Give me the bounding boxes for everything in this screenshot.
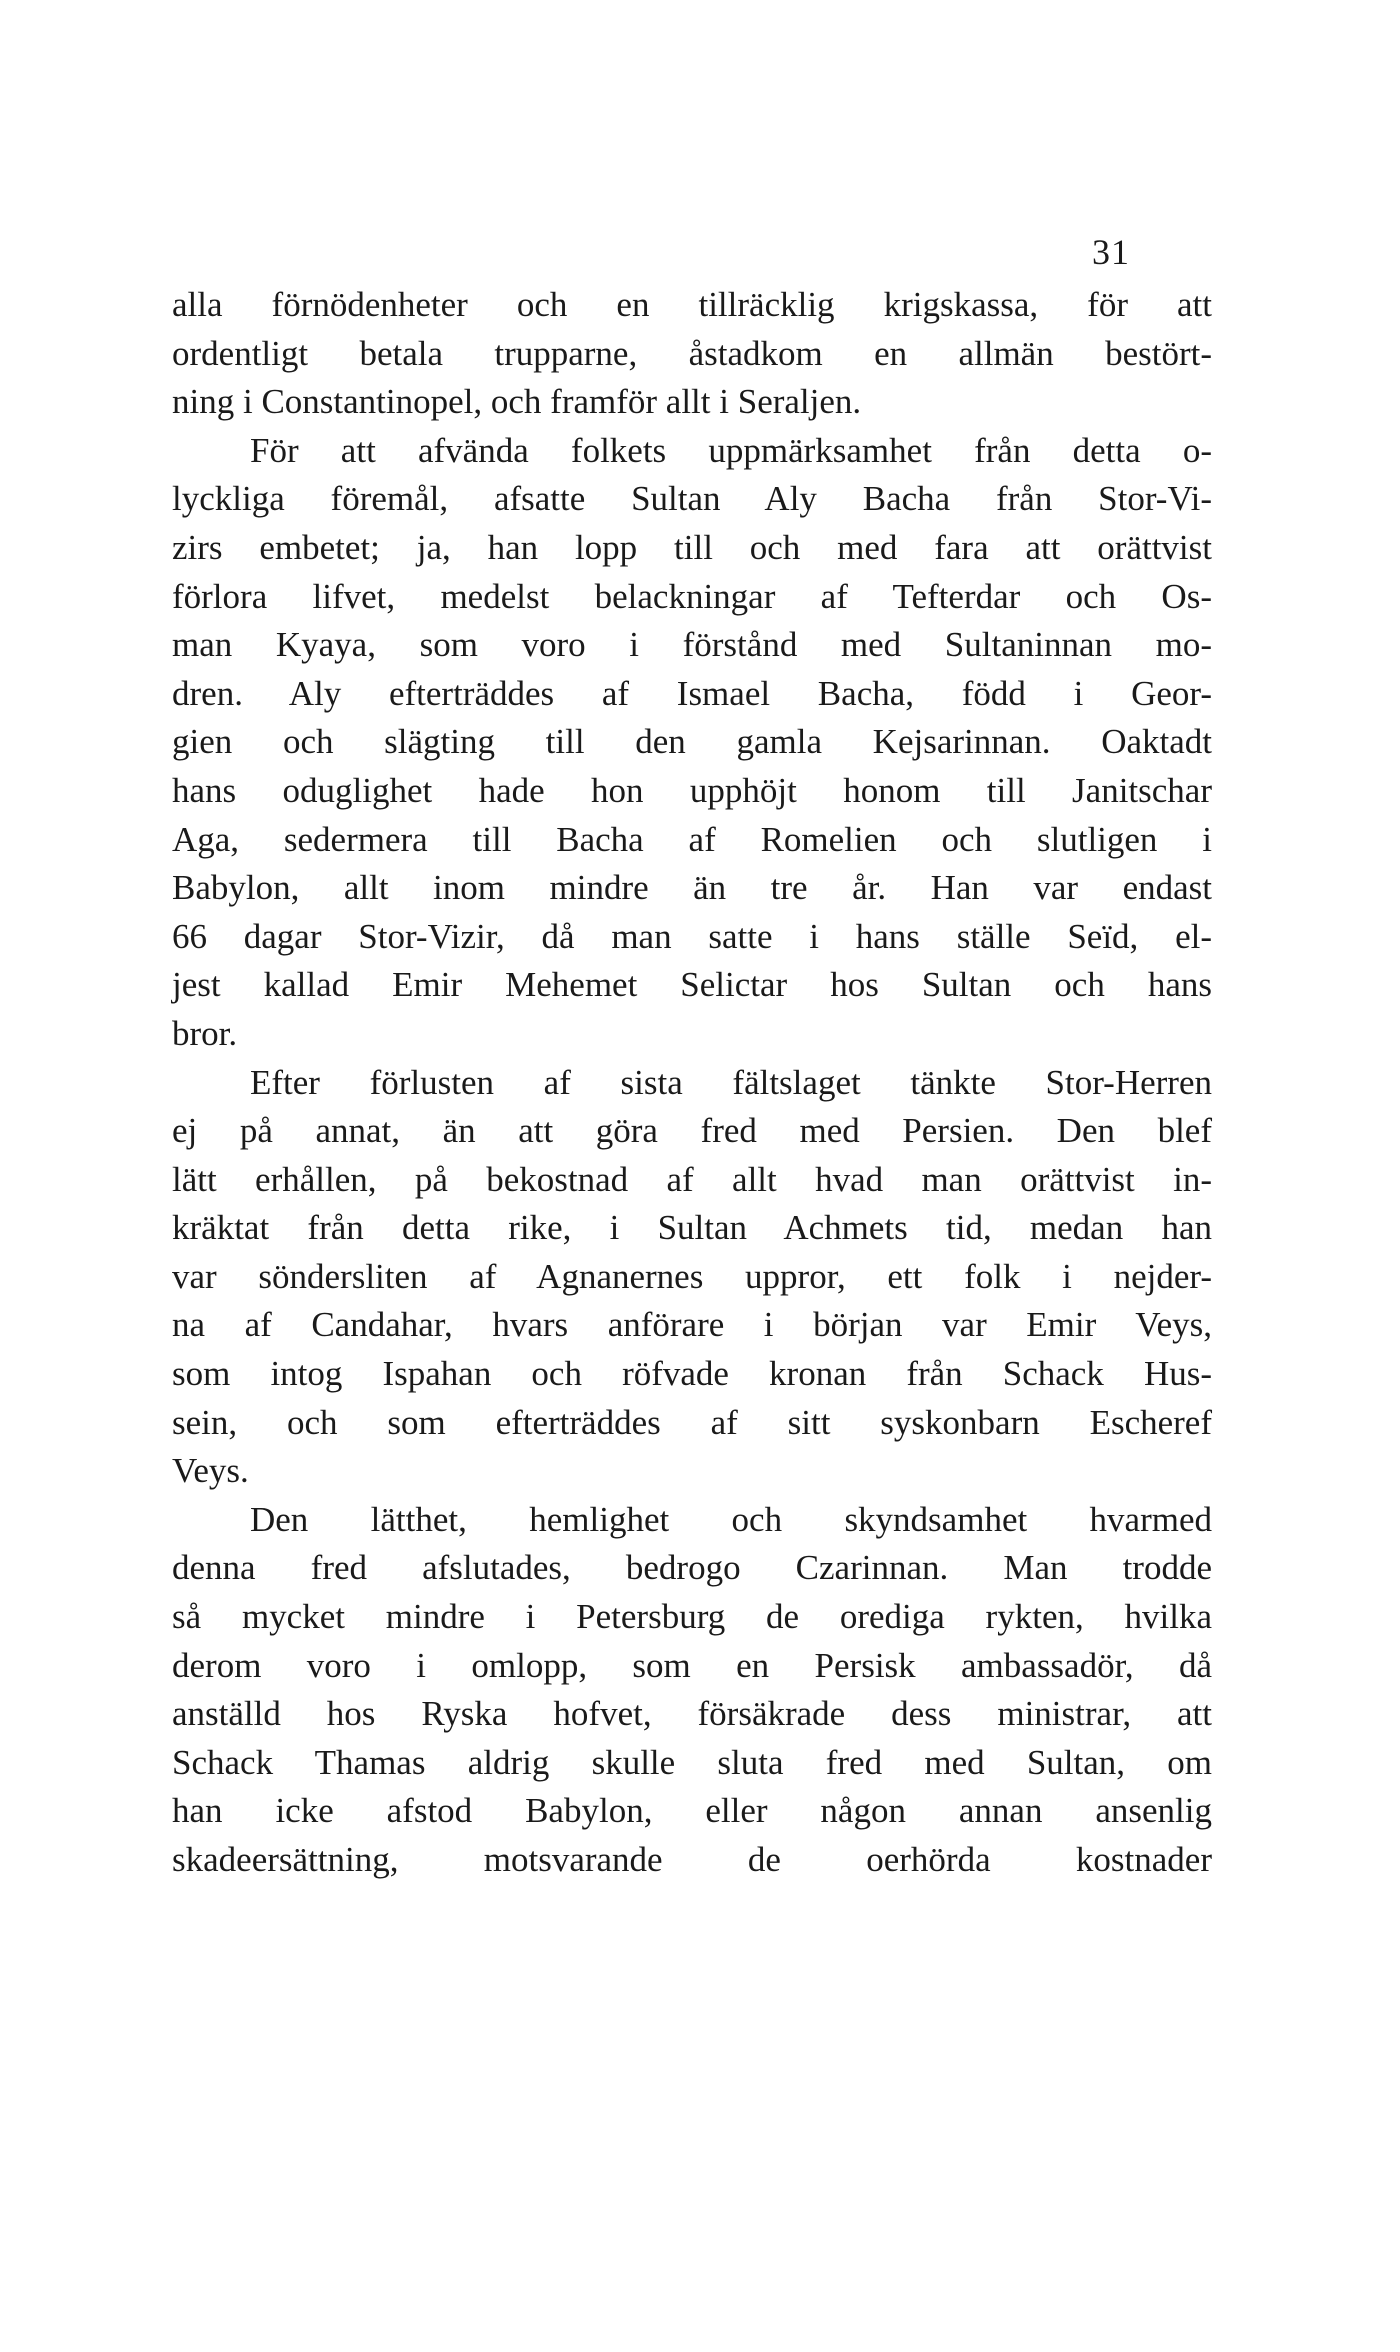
- text-line: förlora lifvet, medelst belackningar af Tefterdar och Os-: [172, 576, 1212, 616]
- text-line: lyckliga föremål, afsatte Sultan Aly Bacha från Stor-Vi-: [172, 479, 1212, 519]
- text-line: bror.: [172, 1013, 238, 1053]
- text-line: Aga, sedermera till Bacha af Romelien och slutligen i: [172, 819, 1212, 859]
- text-line: anställd hos Ryska hofvet, försäkrade dess ministrar, att: [172, 1694, 1212, 1734]
- text-line: skadeersättning, motsvarande de oerhörda kostnader: [172, 1840, 1212, 1879]
- text-line: han icke afstod Babylon, eller någon annan ansenlig: [172, 1791, 1212, 1831]
- text-line: na af Candahar, hvars anförare i början var Emir Veys,: [172, 1305, 1212, 1345]
- text-line: Efter förlusten af sista fältslaget tänkte Stor-Herren: [250, 1062, 1212, 1102]
- text-line: 66 dagar Stor-Vizir, då man satte i hans ställe Seïd, el-: [172, 916, 1212, 956]
- text-line: gien och slägting till den gamla Kejsarinnan. Oaktadt: [172, 722, 1212, 762]
- text-line: ej på annat, än att göra fred med Persien. Den blef: [172, 1111, 1212, 1151]
- text-line: ning i Constantinopel, och framför allt i Seraljen.: [172, 382, 862, 422]
- text-line: Den lätthet, hemlighet och skyndsamhet hvarmed: [250, 1499, 1212, 1539]
- text-line: ordentligt betala trupparne, åstadkom en allmän bestört-: [172, 333, 1212, 373]
- text-line: derom voro i omlopp, som en Persisk ambassadör, då: [172, 1645, 1212, 1685]
- text-line: så mycket mindre i Petersburg de orediga rykten, hvilka: [172, 1597, 1212, 1637]
- text-line: denna fred afslutades, bedrogo Czarinnan. Man trodde: [172, 1548, 1212, 1588]
- text-line: som intog Ispahan och röfvade kronan från Schack Hus-: [172, 1354, 1212, 1394]
- text-line: zirs embetet; ja, han lopp till och med fara att orättvist: [172, 527, 1212, 567]
- text-line: dren. Aly efterträddes af Ismael Bacha, född i Geor-: [172, 673, 1212, 713]
- text-line: Schack Thamas aldrig skulle sluta fred med Sultan, om: [172, 1742, 1212, 1782]
- text-line: man Kyaya, som voro i förstånd med Sultaninnan mo-: [172, 625, 1212, 665]
- text-line: jest kallad Emir Mehemet Selictar hos Sultan och hans: [172, 965, 1212, 1005]
- text-line: lätt erhållen, på bekostnad af allt hvad man orättvist in-: [172, 1159, 1212, 1199]
- text-line: hans oduglighet hade hon upphöjt honom till Janitschar: [172, 770, 1212, 810]
- text-line: Babylon, allt inom mindre än tre år. Han var endast: [172, 868, 1212, 908]
- text-line: För att afvända folkets uppmärksamhet från detta o-: [250, 430, 1212, 470]
- text-line: var söndersliten af Agnanernes uppror, ett folk i nejder-: [172, 1256, 1212, 1296]
- text-line: sein, och som efterträddes af sitt syskonbarn Escheref: [172, 1402, 1212, 1442]
- text-line: Veys.: [172, 1451, 249, 1491]
- body-text: [172, 281, 1212, 1885]
- text-line: kräktat från detta rike, i Sultan Achmets tid, medan han: [172, 1208, 1212, 1248]
- page-number: 31: [1092, 232, 1130, 272]
- text-line: alla förnödenheter och en tillräcklig krigskassa, för att: [172, 285, 1212, 324]
